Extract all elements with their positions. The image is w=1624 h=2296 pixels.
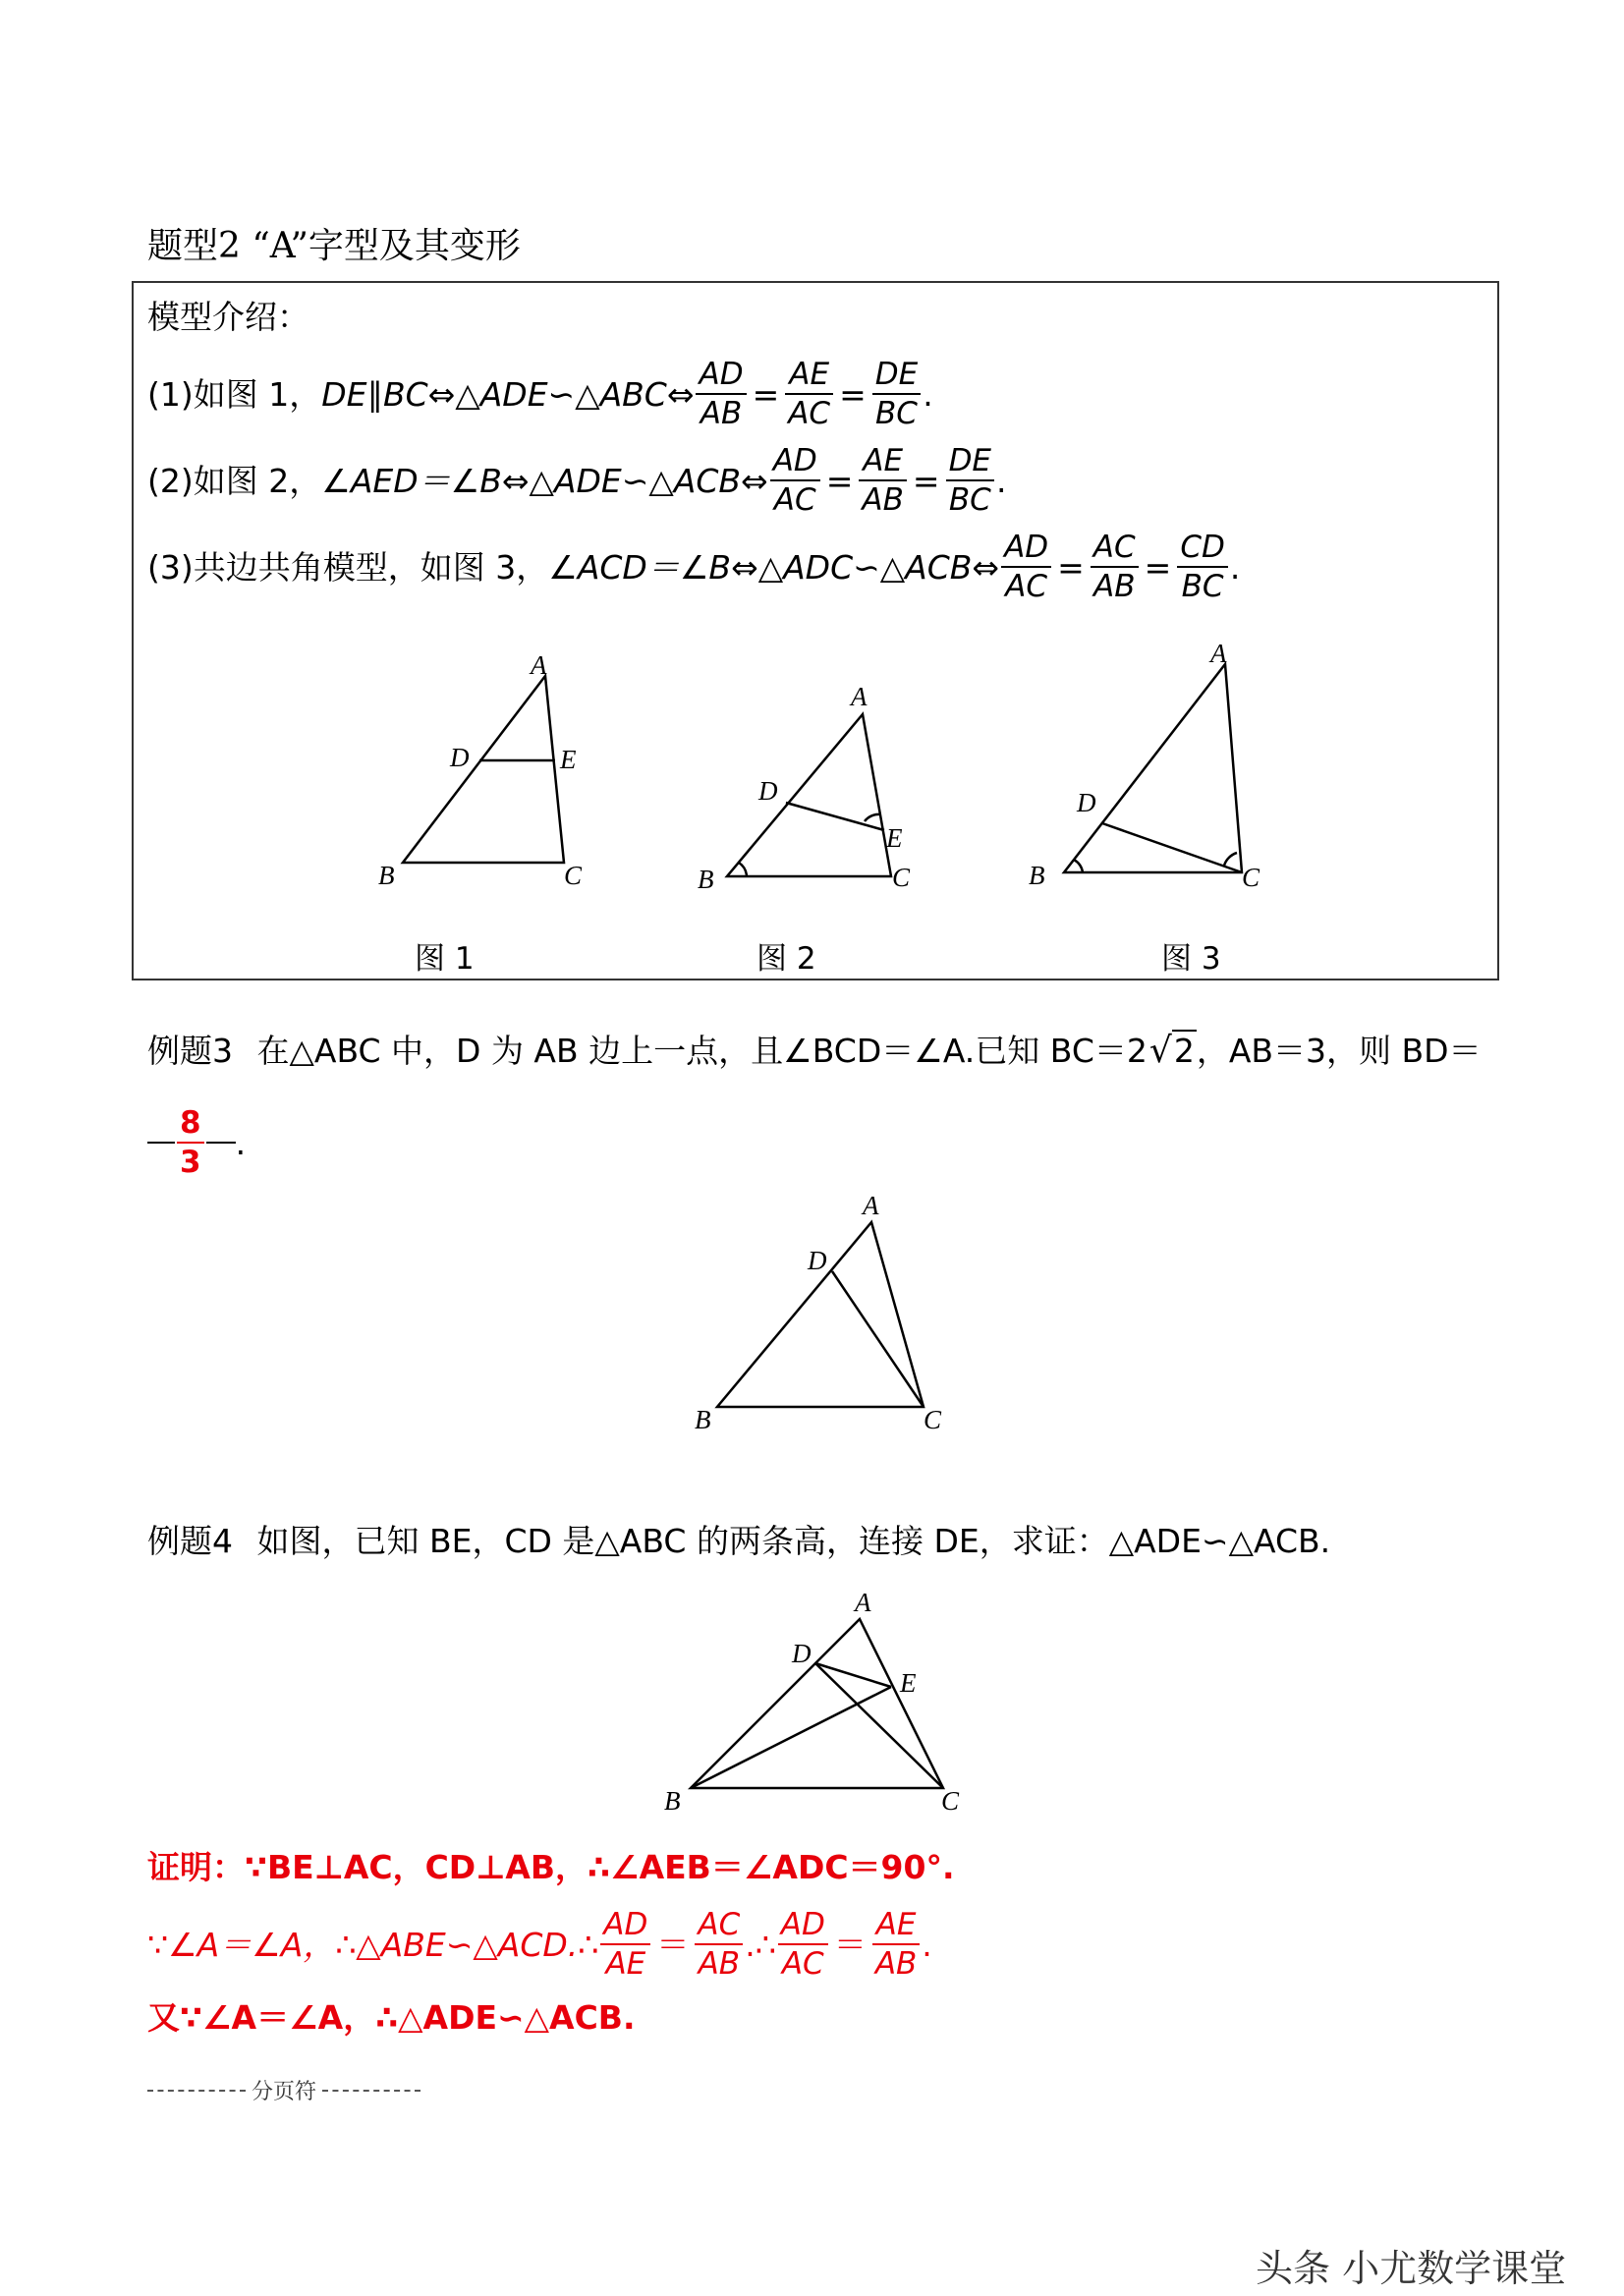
example3-figure	[0, 1169, 1624, 1444]
dashed-rule-right	[322, 2090, 420, 2092]
period: .	[235, 1123, 247, 1162]
figure2-label-e: E	[886, 823, 903, 853]
item3-fraction-2: $\frac{AC}{AB}$	[1091, 529, 1139, 605]
figure1-label-b: B	[378, 861, 395, 890]
example4-label-e: E	[900, 1668, 917, 1698]
example4-question	[147, 1522, 1331, 1560]
figure1-label-d: D	[450, 743, 470, 772]
example4-triangle	[691, 1619, 943, 1788]
answer-blank-right	[206, 1142, 236, 1144]
equals-sign: ＝	[833, 1925, 867, 1964]
proof-fraction-4: $\frac{AE}{AB}$	[872, 1906, 920, 1983]
example4-label-d: D	[792, 1639, 812, 1668]
item2-fraction-2: $\frac{AE}{AB}$	[859, 442, 906, 519]
example3-text: 在△ABC 中，D 为 AB 边上一点，且∠BCD＝∠A.已知 BC＝2	[256, 1032, 1148, 1070]
item3-condition: ∠ACD＝∠B⇔△ADC∽△ACB⇔	[548, 547, 1000, 587]
period: .	[1229, 547, 1241, 587]
example3-label-d: D	[808, 1246, 827, 1275]
figure3-angle-b	[1074, 860, 1083, 872]
figure1-label-a: A	[531, 650, 547, 680]
page-break	[147, 2075, 420, 2105]
figure1-label-e: E	[560, 745, 577, 774]
example3-label: 例题3	[147, 1032, 233, 1070]
item3-fraction-3: $\frac{CD}{BC}$	[1177, 529, 1228, 605]
example3-text-cont: ，AB＝3，则 BD＝	[1196, 1032, 1482, 1070]
watermark: 头条 小尤数学课堂	[1256, 2247, 1567, 2290]
figure2-label-d: D	[758, 776, 778, 806]
item1-fraction-3: $\frac{DE}{BC}$	[872, 356, 921, 432]
equals-sign: =	[839, 374, 867, 414]
item3-fraction-1: $\frac{AD}{AC}$	[1001, 529, 1051, 605]
item2-fraction-3: $\frac{DE}{BC}$	[946, 442, 994, 519]
figure2-label-b: B	[698, 865, 714, 894]
figure3-label-a: A	[1210, 639, 1227, 668]
period: .	[922, 1925, 932, 1964]
example3-segment-cd	[832, 1271, 924, 1407]
proof-line2-a: ∵∠A＝∠A，∴△ABE∽△ACD.∴	[147, 1925, 599, 1964]
item1-fraction-1: $\frac{AD}{AB}$	[696, 356, 746, 432]
figure2-angle-b	[739, 863, 747, 876]
proof-fraction-3: $\frac{AD}{AC}$	[778, 1906, 828, 1983]
period: .	[996, 461, 1007, 500]
example4-text: 如图，已知 BE，CD 是△ABC 的两条高，连接 DE，求证：△ADE∽△ACB.	[256, 1522, 1331, 1560]
dashed-rule-left	[147, 2090, 246, 2092]
example4-label-b: B	[664, 1786, 681, 1816]
example3-answer-fraction: $\frac{8}{3}$	[177, 1104, 204, 1181]
figure2-caption: 图 2	[756, 941, 816, 977]
example4-label-a: A	[855, 1588, 871, 1617]
figure2-triangle	[727, 714, 891, 876]
proof-line-1: 证明：∵BE⊥AC，CD⊥AB，∴∠AEB＝∠ADC＝90°.	[147, 1848, 955, 1886]
figure3-segment-dc	[1102, 823, 1242, 872]
example4-segment-be	[691, 1687, 891, 1788]
figure1-triangle	[403, 676, 564, 863]
example4-label-c: C	[941, 1786, 960, 1816]
period: .	[923, 374, 933, 414]
proof-fraction-1: $\frac{AD}{AE}$	[600, 1906, 650, 1983]
figure1-label-c: C	[564, 861, 583, 890]
sqrt-radical: √	[1148, 1031, 1172, 1071]
example3-question	[147, 1031, 1482, 1071]
proof-line-3: 又∵∠A＝∠A，∴△ADE∽△ACB.	[147, 1998, 636, 2037]
proof-line2-c: .∴	[745, 1925, 776, 1964]
item2-condition: ∠AED＝∠B⇔△ADE∽△ACB⇔	[321, 461, 768, 500]
answer-blank-left	[147, 1142, 175, 1144]
equals-sign: ＝	[656, 1925, 690, 1964]
page-break-label: 分页符	[252, 2080, 317, 2104]
example3-label-c: C	[924, 1405, 942, 1434]
sqrt-argument: 2	[1173, 1032, 1195, 1070]
section-title: 题型2 “A”字型及其变形	[147, 226, 521, 266]
model-figures	[0, 0, 1624, 982]
example3-label-a: A	[863, 1191, 879, 1220]
example3-label-b: B	[695, 1405, 711, 1434]
item2-fraction-1: $\frac{AD}{AC}$	[770, 442, 820, 519]
example4-label: 例题4	[147, 1522, 233, 1560]
model-intro-heading: 模型介绍：	[147, 298, 309, 336]
figure2-angle-e	[865, 814, 880, 821]
item1-condition: DE∥BC⇔△ADE∽△ABC⇔	[321, 374, 695, 414]
item1-fraction-2: $\frac{AE}{AC}$	[785, 356, 833, 432]
item2-prefix: (2)如图 2，	[147, 461, 322, 500]
figure2-label-c: C	[892, 863, 911, 892]
figure3-caption: 图 3	[1161, 941, 1221, 977]
example4-figure	[0, 1572, 1624, 1827]
figure2-label-a: A	[851, 682, 868, 711]
figure3-angle-c	[1224, 853, 1237, 866]
item3-prefix: (3)共边共角模型，如图 3，	[147, 547, 549, 587]
equals-sign: =	[912, 461, 940, 500]
figure3-label-d: D	[1077, 788, 1096, 817]
equals-sign: =	[825, 461, 854, 500]
proof-fraction-2: $\frac{AC}{AB}$	[695, 1906, 743, 1983]
equals-sign: =	[752, 374, 780, 414]
figure1-caption: 图 1	[415, 941, 475, 977]
equals-sign: =	[1144, 547, 1172, 587]
figure3-label-b: B	[1029, 861, 1045, 890]
figure3-label-c: C	[1242, 863, 1260, 892]
equals-sign: =	[1057, 547, 1085, 587]
proof-line-2	[147, 1906, 932, 1983]
item1-prefix: (1)如图 1，	[147, 374, 322, 414]
